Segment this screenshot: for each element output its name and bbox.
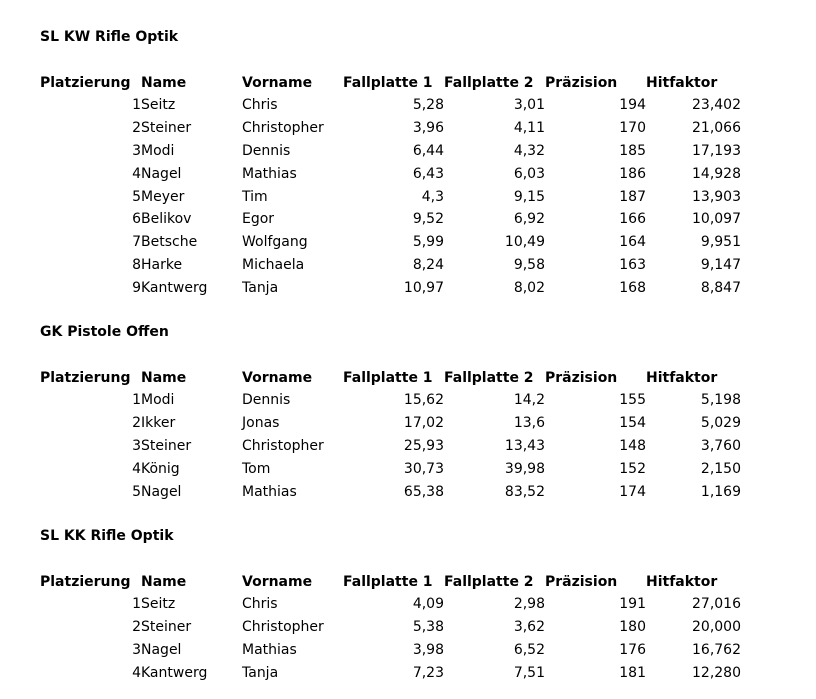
column-header-fallplatte-1: Fallplatte 1 <box>343 574 433 590</box>
cell-fallplatte-1: 6,44 <box>412 142 444 159</box>
cell-rank: 9 <box>132 279 141 296</box>
cell-fallplatte-2: 10,49 <box>504 234 545 251</box>
cell-fallplatte-2: 2,98 <box>513 596 545 613</box>
cell-hitfaktor: 9,951 <box>700 234 741 251</box>
column-header-name: Name <box>141 370 187 386</box>
cell-hitfaktor: 13,903 <box>692 188 741 205</box>
table-row <box>40 661 741 684</box>
cell-fallplatte-1: 9,52 <box>412 211 444 228</box>
table-row <box>40 480 741 503</box>
cell-rank: 4 <box>132 165 141 182</box>
column-header-first-name: Vorname <box>242 75 313 91</box>
cell-fallplatte-1: 4,3 <box>421 188 444 205</box>
cell-fallplatte-2: 9,15 <box>513 188 545 205</box>
cell-praezision: 187 <box>619 188 646 205</box>
cell-hitfaktor: 27,016 <box>692 596 741 613</box>
cell-first-name: Egor <box>242 211 275 228</box>
cell-first-name: Chris <box>242 596 278 613</box>
column-header-first-name: Vorname <box>242 574 313 590</box>
cell-fallplatte-1: 10,97 <box>403 279 444 296</box>
cell-rank: 4 <box>132 460 141 477</box>
cell-fallplatte-2: 39,98 <box>504 460 545 477</box>
table-row <box>40 231 741 254</box>
cell-praezision: 152 <box>619 460 646 477</box>
cell-praezision: 168 <box>619 279 646 296</box>
cell-first-name: Tanja <box>242 279 279 296</box>
column-header-hitfaktor: Hitfaktor <box>646 370 718 386</box>
cell-rank: 5 <box>132 483 141 500</box>
cell-rank: 2 <box>132 120 141 137</box>
cell-first-name: Christopher <box>242 437 324 454</box>
cell-hitfaktor: 16,762 <box>692 641 741 658</box>
cell-name: Harke <box>141 256 183 273</box>
table-row <box>40 457 741 480</box>
cell-fallplatte-2: 6,92 <box>513 211 545 228</box>
column-header-fallplatte-2: Fallplatte 2 <box>444 75 534 91</box>
table-row <box>40 389 741 412</box>
cell-fallplatte-1: 25,93 <box>403 437 444 454</box>
cell-praezision: 164 <box>619 234 646 251</box>
cell-first-name: Tom <box>242 460 271 477</box>
section-title: GK Pistole Offen <box>40 324 169 340</box>
cell-fallplatte-2: 7,51 <box>513 664 545 681</box>
cell-name: Meyer <box>141 188 185 205</box>
cell-first-name: Michaela <box>242 256 305 273</box>
cell-fallplatte-2: 6,52 <box>513 641 545 658</box>
table-row <box>40 412 741 435</box>
table-row <box>40 94 741 117</box>
table-row <box>40 254 741 277</box>
cell-hitfaktor: 3,760 <box>700 437 741 454</box>
column-header-rank: Platzierung <box>40 370 131 386</box>
cell-first-name: Chris <box>242 97 278 114</box>
cell-name: Nagel <box>141 165 182 182</box>
cell-fallplatte-1: 8,24 <box>412 256 444 273</box>
results-table <box>40 571 741 684</box>
table-row <box>40 140 741 163</box>
cell-first-name: Mathias <box>242 483 297 500</box>
cell-name: Nagel <box>141 641 182 658</box>
cell-rank: 2 <box>132 415 141 432</box>
cell-fallplatte-1: 5,99 <box>412 234 444 251</box>
cell-praezision: 154 <box>619 415 646 432</box>
cell-praezision: 186 <box>619 165 646 182</box>
cell-name: Steiner <box>141 120 192 137</box>
table-header-row <box>40 367 741 389</box>
table-row <box>40 276 741 299</box>
cell-praezision: 155 <box>619 392 646 409</box>
table-row <box>40 185 741 208</box>
column-header-praezision: Präzision <box>545 75 618 91</box>
column-header-fallplatte-1: Fallplatte 1 <box>343 370 433 386</box>
column-header-fallplatte-2: Fallplatte 2 <box>444 370 534 386</box>
cell-fallplatte-1: 4,09 <box>412 596 444 613</box>
cell-first-name: Mathias <box>242 641 297 658</box>
cell-first-name: Wolfgang <box>242 234 308 251</box>
cell-praezision: 163 <box>619 256 646 273</box>
column-header-rank: Platzierung <box>40 75 131 91</box>
column-header-first-name: Vorname <box>242 370 313 386</box>
cell-rank: 5 <box>132 188 141 205</box>
cell-fallplatte-1: 6,43 <box>412 165 444 182</box>
cell-first-name: Jonas <box>242 415 280 432</box>
cell-rank: 3 <box>132 641 141 658</box>
cell-praezision: 166 <box>619 211 646 228</box>
section-title: SL KK Rifle Optik <box>40 528 174 544</box>
cell-fallplatte-1: 30,73 <box>403 460 444 477</box>
cell-hitfaktor: 9,147 <box>700 256 741 273</box>
column-header-fallplatte-2: Fallplatte 2 <box>444 574 534 590</box>
cell-hitfaktor: 8,847 <box>700 279 741 296</box>
cell-name: Betsche <box>141 234 198 251</box>
column-header-fallplatte-1: Fallplatte 1 <box>343 75 433 91</box>
cell-fallplatte-2: 8,02 <box>513 279 545 296</box>
cell-fallplatte-1: 3,98 <box>412 641 444 658</box>
cell-fallplatte-1: 15,62 <box>403 392 444 409</box>
cell-first-name: Dennis <box>242 142 291 159</box>
cell-fallplatte-2: 13,6 <box>513 415 545 432</box>
cell-fallplatte-2: 13,43 <box>504 437 545 454</box>
cell-hitfaktor: 1,169 <box>700 483 741 500</box>
cell-name: Seitz <box>141 596 176 613</box>
cell-fallplatte-2: 6,03 <box>513 165 545 182</box>
cell-hitfaktor: 20,000 <box>692 619 741 636</box>
cell-name: Modi <box>141 392 175 409</box>
cell-praezision: 180 <box>619 619 646 636</box>
cell-praezision: 181 <box>619 664 646 681</box>
table-row <box>40 593 741 616</box>
cell-praezision: 148 <box>619 437 646 454</box>
cell-hitfaktor: 10,097 <box>692 211 741 228</box>
cell-hitfaktor: 23,402 <box>692 97 741 114</box>
column-header-name: Name <box>141 574 187 590</box>
results-table <box>40 367 741 503</box>
table-row <box>40 616 741 639</box>
cell-rank: 4 <box>132 664 141 681</box>
cell-praezision: 194 <box>619 97 646 114</box>
column-header-praezision: Präzision <box>545 370 618 386</box>
cell-name: Belikov <box>141 211 192 228</box>
cell-fallplatte-1: 5,28 <box>412 97 444 114</box>
table-row <box>40 117 741 140</box>
cell-fallplatte-2: 4,32 <box>513 142 545 159</box>
cell-rank: 3 <box>132 437 141 454</box>
cell-fallplatte-1: 65,38 <box>403 483 444 500</box>
table-header-row <box>40 72 741 94</box>
cell-rank: 8 <box>132 256 141 273</box>
cell-hitfaktor: 14,928 <box>692 165 741 182</box>
cell-fallplatte-2: 3,62 <box>513 619 545 636</box>
cell-name: Steiner <box>141 619 192 636</box>
table-row <box>40 162 741 185</box>
section-title: SL KW Rifle Optik <box>40 29 179 45</box>
cell-fallplatte-1: 3,96 <box>412 120 444 137</box>
column-header-rank: Platzierung <box>40 574 131 590</box>
cell-name: Nagel <box>141 483 182 500</box>
cell-praezision: 174 <box>619 483 646 500</box>
table-row <box>40 435 741 458</box>
cell-praezision: 185 <box>619 142 646 159</box>
cell-name: Kantwerg <box>141 279 208 296</box>
cell-rank: 1 <box>132 596 141 613</box>
cell-rank: 7 <box>132 234 141 251</box>
cell-hitfaktor: 2,150 <box>700 460 741 477</box>
cell-name: Steiner <box>141 437 192 454</box>
cell-first-name: Mathias <box>242 165 297 182</box>
cell-hitfaktor: 12,280 <box>692 664 741 681</box>
cell-rank: 1 <box>132 392 141 409</box>
cell-rank: 3 <box>132 142 141 159</box>
cell-praezision: 191 <box>619 596 646 613</box>
column-header-hitfaktor: Hitfaktor <box>646 75 718 91</box>
table-row <box>40 208 741 231</box>
cell-first-name: Christopher <box>242 619 324 636</box>
column-header-name: Name <box>141 75 187 91</box>
column-header-praezision: Präzision <box>545 574 618 590</box>
cell-praezision: 176 <box>619 641 646 658</box>
column-header-hitfaktor: Hitfaktor <box>646 574 718 590</box>
cell-first-name: Tim <box>242 188 268 205</box>
cell-rank: 2 <box>132 619 141 636</box>
cell-name: König <box>141 460 180 477</box>
cell-name: Modi <box>141 142 175 159</box>
cell-fallplatte-2: 4,11 <box>513 120 545 137</box>
cell-fallplatte-2: 14,2 <box>513 392 545 409</box>
cell-praezision: 170 <box>619 120 646 137</box>
cell-name: Ikker <box>141 415 176 432</box>
cell-name: Kantwerg <box>141 664 208 681</box>
cell-hitfaktor: 17,193 <box>692 142 741 159</box>
cell-first-name: Christopher <box>242 120 324 137</box>
cell-fallplatte-1: 5,38 <box>412 619 444 636</box>
cell-fallplatte-1: 17,02 <box>403 415 444 432</box>
cell-first-name: Tanja <box>242 664 279 681</box>
table-row <box>40 639 741 662</box>
cell-rank: 6 <box>132 211 141 228</box>
cell-first-name: Dennis <box>242 392 291 409</box>
cell-hitfaktor: 5,198 <box>700 392 741 409</box>
cell-fallplatte-2: 3,01 <box>513 97 545 114</box>
cell-hitfaktor: 5,029 <box>700 415 741 432</box>
cell-rank: 1 <box>132 97 141 114</box>
cell-fallplatte-2: 9,58 <box>513 256 545 273</box>
cell-hitfaktor: 21,066 <box>692 120 741 137</box>
results-table <box>40 72 741 299</box>
cell-name: Seitz <box>141 97 176 114</box>
cell-fallplatte-2: 83,52 <box>504 483 545 500</box>
table-header-row <box>40 571 741 593</box>
cell-fallplatte-1: 7,23 <box>412 664 444 681</box>
